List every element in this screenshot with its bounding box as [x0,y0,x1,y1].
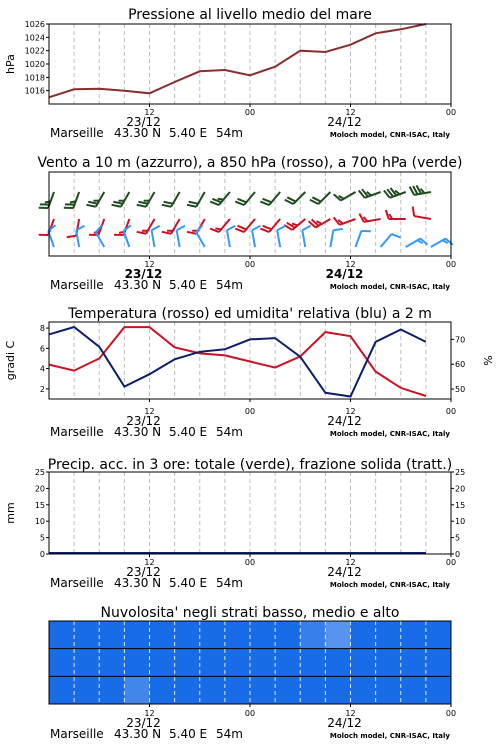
cloud-cell [200,621,226,649]
wind-barb [413,207,431,219]
temperature-line [49,327,426,396]
location-lon: 5.40 E [169,126,207,140]
y-tick-label-right: 50 [455,385,465,394]
wind-barb [227,226,235,247]
wind-barb [152,226,160,247]
panel-5 [49,605,456,741]
cloud-cell [175,676,201,704]
wind-barb [410,185,431,195]
y-tick-label-right: 0 [455,550,460,559]
wind-barb [64,192,79,208]
location-lon: 5.40 E [169,727,207,741]
location-alt: 54m [216,576,243,590]
location-alt: 54m [216,425,243,439]
cloud-cell [351,621,377,649]
location-name: Marseille [50,576,104,590]
wind-barb [431,239,453,248]
cloud-cell [376,676,402,704]
cloud-cell [74,649,100,677]
barb-feather [277,226,285,231]
cloud-cell [250,621,276,649]
y-tick-label: 1022 [25,47,45,56]
panel-title: Precip. acc. in 3 ore: totale (verde), frazione solida (tratt.) [48,457,452,473]
y-axis-label: mm [4,502,17,523]
barb-feather [187,232,196,234]
location-lon: 5.40 E [169,425,207,439]
model-credit: Moloch model, CNR-ISAC, Italy [330,430,451,438]
wind-barb [386,210,406,219]
cloud-cell [401,649,427,677]
barb-feather [263,199,272,202]
wind-barb [334,192,356,201]
barb-shaft [330,230,333,247]
y-axis-label: gradi C [4,340,17,380]
cloud-cell [49,676,75,704]
cloud-cell [225,649,251,677]
barb-feather [235,202,244,205]
cloud-cell [300,649,326,677]
x-tick-label: 12 [144,108,154,117]
x-tick-label: 12 [144,709,154,718]
barb-shaft [381,234,392,247]
barb-feather [152,226,160,231]
plot-frame [49,24,451,104]
wind-barb [381,234,401,247]
cloud-cell [150,676,176,704]
location-alt: 54m [216,278,243,292]
barb-shaft [356,231,362,247]
wind-barb [302,226,310,247]
barb-feather [162,232,171,234]
y-tick-label: 1024 [25,33,45,42]
x-date-label: 23/12 [126,414,161,428]
barb-feather [45,201,51,202]
y-tick-label-right: 15 [455,501,465,510]
x-date-label: 23/12 [126,716,161,730]
y-tick-label: 20 [35,484,45,493]
y-tick-label: 10 [35,517,45,526]
wind-barb [235,192,255,205]
x-date-label: 24/12 [327,414,362,428]
panel-1 [4,7,456,140]
barb-shaft [277,230,280,247]
location-name: Marseille [50,278,104,292]
cloud-cell [401,676,427,704]
barb-shaft [152,230,155,247]
model-credit: Moloch model, CNR-ISAC, Italy [330,732,451,740]
y-tick-label: 0 [40,550,45,559]
cloud-cell [275,676,301,704]
x-tick-label: 12 [144,260,154,269]
cloud-cell [124,649,150,677]
y-tick-label: 2 [40,385,45,394]
y-tick-label: 1020 [25,60,45,69]
panel-title: Temperatura (rosso) ed umidita' relativa (blu) a 2 m [67,306,432,322]
cloud-cell [225,621,251,649]
cloud-cell [49,621,75,649]
wind-barb [76,226,84,247]
y-tick-label: 4 [40,365,45,374]
barb-feather [137,232,146,234]
wind-barb [284,219,305,230]
y-tick-label: 8 [40,324,45,333]
barb-feather [86,205,95,207]
wind-barb [187,192,205,207]
cloud-cell [49,649,75,677]
x-tick-label: 12 [345,558,355,567]
barb-feather [333,229,342,230]
x-tick-label: 12 [345,108,355,117]
cloud-cell [225,676,251,704]
y-tick-label: 1018 [25,73,45,82]
y-tick-label-right: 20 [455,484,465,493]
cloud-cell [250,649,276,677]
cloud-cell [275,621,301,649]
wind-barb [359,189,381,198]
cloud-cell [300,676,326,704]
wind-barb [330,229,342,247]
barb-feather [392,234,401,237]
x-tick-label: 00 [245,407,255,416]
wind-barb [162,192,180,207]
wind-barb [252,226,260,247]
barb-feather [260,202,269,205]
y-tick-label: 25 [35,468,45,477]
x-tick-label: 00 [245,108,255,117]
wind-barb [96,225,105,247]
cloud-cell [99,676,125,704]
cloud-cell [351,676,377,704]
x-tick-label: 12 [345,709,355,718]
cloud-cell [376,621,402,649]
barb-feather [292,224,298,226]
barb-feather [386,210,389,219]
x-tick-label: 00 [446,709,456,718]
wind-barb [260,192,280,205]
wind-barb [309,219,331,228]
wind-barb [384,188,406,198]
location-lon: 5.40 E [169,576,207,590]
x-tick-label: 12 [345,260,355,269]
barb-shaft [302,230,305,247]
barb-feather [235,229,244,232]
y-tick-label: 1016 [25,87,45,96]
cloud-cell [124,621,150,649]
cloud-cell [74,676,100,704]
location-alt: 54m [216,126,243,140]
x-tick-label: 12 [144,558,154,567]
x-tick-label: 12 [345,407,355,416]
barb-feather [237,226,246,229]
location-name: Marseille [50,425,104,439]
plot-frame [49,472,451,554]
barb-feather [113,202,122,204]
barb-feather [189,202,198,204]
cloud-cell [426,649,452,677]
x-tick-label: 00 [245,709,255,718]
y-axis-label-right: % [482,355,495,365]
barb-feather [260,229,269,232]
barb-feather [67,236,76,237]
barb-shaft [196,232,205,247]
panel-title: Pressione al livello medio del mare [128,7,372,23]
barb-feather [237,199,246,202]
y-tick-label-right: 25 [455,468,465,477]
cloud-cell [200,649,226,677]
barb-feather [162,205,171,207]
location-lat: 43.30 N [114,278,161,292]
x-date-label: 24/12 [326,267,364,281]
barb-feather [215,228,221,229]
model-credit: Moloch model, CNR-ISAC, Italy [330,581,451,589]
location-lat: 43.30 N [114,576,161,590]
wind-barb [359,214,380,222]
panel-4 [4,457,465,590]
cloud-cell [426,676,452,704]
cloud-cell [250,676,276,704]
pressure-line [49,24,426,97]
x-tick-label: 00 [446,108,456,117]
panel-2 [37,155,462,292]
x-date-label: 23/12 [126,115,161,129]
barb-feather [177,226,185,231]
cloud-cell [99,649,125,677]
cloud-cell [376,649,402,677]
location-name: Marseille [50,126,104,140]
location-alt: 54m [216,727,243,741]
cloud-cell [175,621,201,649]
wind-barb [356,231,371,247]
barb-feather [164,202,173,204]
x-tick-label: 00 [446,558,456,567]
barb-feather [88,202,97,204]
y-tick-label: 6 [40,344,45,353]
barb-shaft [252,230,255,247]
x-date-label: 24/12 [327,115,362,129]
y-tick-label: 15 [35,501,45,510]
x-date-label: 23/12 [126,565,161,579]
model-credit: Moloch model, CNR-ISAC, Italy [330,131,451,139]
wind-barb [285,192,306,204]
cloud-cell [200,676,226,704]
location-name: Marseille [50,727,104,741]
barb-feather [137,205,146,207]
wind-barb [137,192,155,207]
x-tick-label: 12 [144,407,154,416]
cloud-cell [275,649,301,677]
barb-feather [70,201,76,202]
barb-feather [263,226,272,229]
panel-3 [4,306,495,439]
x-date-label: 24/12 [327,565,362,579]
barb-feather [252,226,260,231]
panel-title: Nuvolosita' negli strati basso, medio e alto [101,605,400,621]
model-credit: Moloch model, CNR-ISAC, Italy [330,283,451,291]
wind-barb [177,226,185,247]
wind-barb [210,192,230,205]
x-tick-label: 00 [446,260,456,269]
cloud-cell [300,621,326,649]
barb-feather [187,205,196,207]
cloud-cell [426,621,452,649]
barb-feather [210,202,219,205]
barb-feather [112,205,121,207]
y-tick-label-right: 10 [455,517,465,526]
barb-shaft [96,232,105,247]
wind-barb [334,217,356,224]
wind-barb [39,192,54,208]
cloud-cell [175,649,201,677]
barb-feather [218,199,224,200]
barb-feather [138,202,147,204]
location-lon: 5.40 E [169,278,207,292]
location-lat: 43.30 N [114,727,161,741]
wind-barb [86,192,104,207]
cloud-cell [325,621,351,649]
wind-barb [112,192,130,207]
cloud-cell [74,621,100,649]
cloud-cell [401,621,427,649]
x-date-label: 23/12 [125,267,163,281]
barb-shaft [177,230,180,247]
cloud-cell [325,676,351,704]
y-tick-label: 5 [40,534,45,543]
y-tick-label-right: 60 [455,360,465,369]
barb-shaft [414,216,431,219]
y-axis-label: hPa [4,54,17,74]
wind-barb [196,225,205,247]
x-tick-label: 00 [446,407,456,416]
location-lat: 43.30 N [114,425,161,439]
wind-barb [310,192,331,204]
cloud-cell [124,676,150,704]
x-date-label: 24/12 [327,716,362,730]
barb-feather [227,226,235,231]
barb-shaft [227,230,230,247]
x-tick-label: 00 [245,558,255,567]
panel-title: Vento a 10 m (azzurro), a 850 hPa (rosso), a 700 hPa (verde) [37,155,462,171]
wind-barb [406,239,428,248]
cloud-cell [325,649,351,677]
y-tick-label: 1026 [25,20,45,29]
barb-feather [302,226,310,231]
cloud-cell [150,621,176,649]
y-tick-label-right: 70 [455,335,465,344]
y-tick-label-right: 5 [455,534,460,543]
cloud-cell [99,621,125,649]
x-tick-label: 00 [245,260,255,269]
wind-barb [277,226,285,247]
cloud-cell [150,649,176,677]
location-lat: 43.30 N [114,126,161,140]
cloud-cell [351,649,377,677]
barb-feather [413,207,414,216]
